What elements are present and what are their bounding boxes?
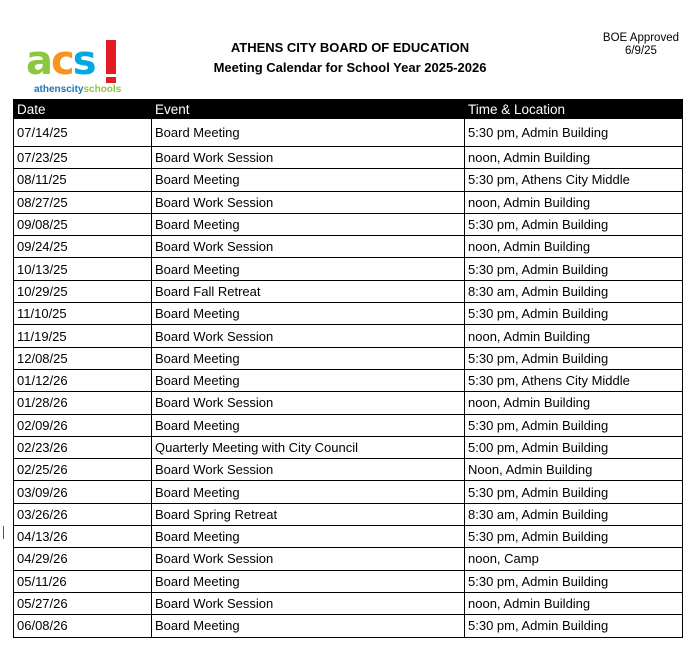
approval-label: BOE Approved [602, 32, 679, 44]
table-row [14, 615, 683, 637]
table-row [14, 325, 683, 347]
approval-date: 6/9/25 [624, 45, 657, 57]
table-row [14, 169, 683, 191]
table-row [14, 592, 683, 614]
cell-time-location: 5:30 pm, Admin Building [465, 258, 683, 280]
cell-event: Board Meeting [152, 570, 465, 592]
cell-event: Board Meeting [152, 414, 465, 436]
table-row [14, 503, 683, 525]
cell-date: 04/29/26 [14, 548, 152, 570]
cell-time-location: 5:30 pm, Admin Building [465, 615, 683, 637]
cell-event: Board Work Session [152, 147, 465, 169]
meeting-calendar-table [13, 99, 683, 638]
table-row [14, 147, 683, 169]
cell-date: 02/09/26 [14, 414, 152, 436]
cell-event: Board Meeting [152, 258, 465, 280]
cell-date: 09/24/25 [14, 236, 152, 258]
logo-letter-a: a [26, 38, 51, 84]
cell-date: 03/09/26 [14, 481, 152, 503]
title-line-1: ATHENS CITY BOARD OF EDUCATION [230, 40, 470, 55]
cell-event: Board Meeting [152, 369, 465, 391]
page-title [190, 38, 510, 78]
cell-event: Board Work Session [152, 392, 465, 414]
table-row [14, 258, 683, 280]
cell-event: Board Work Session [152, 325, 465, 347]
cell-time-location: 8:30 am, Admin Building [465, 280, 683, 302]
column-header-event: Event [152, 100, 465, 119]
table-row [14, 481, 683, 503]
cell-time-location: noon, Admin Building [465, 392, 683, 414]
cell-event: Board Work Session [152, 191, 465, 213]
cell-event: Board Meeting [152, 526, 465, 548]
column-header-date: Date [14, 100, 152, 119]
cell-event: Board Meeting [152, 119, 465, 147]
cell-event: Board Meeting [152, 169, 465, 191]
cell-event: Board Fall Retreat [152, 280, 465, 302]
logo-letters [26, 38, 95, 84]
table-row [14, 236, 683, 258]
cell-date: 01/28/26 [14, 392, 152, 414]
table-row [14, 436, 683, 458]
cell-time-location: 5:30 pm, Admin Building [465, 570, 683, 592]
cell-time-location: noon, Admin Building [465, 191, 683, 213]
logo-letter-s: s [72, 38, 95, 84]
table-row [14, 303, 683, 325]
cell-date: 02/25/26 [14, 459, 152, 481]
cell-time-location: 5:00 pm, Admin Building [465, 436, 683, 458]
cell-event: Board Work Session [152, 548, 465, 570]
cell-date: 05/11/26 [14, 570, 152, 592]
cell-time-location: 5:30 pm, Admin Building [465, 119, 683, 147]
cell-time-location: 5:30 pm, Admin Building [465, 347, 683, 369]
cell-time-location: 8:30 am, Admin Building [465, 503, 683, 525]
table-row [14, 213, 683, 235]
cell-date: 08/27/25 [14, 191, 152, 213]
cell-time-location: 5:30 pm, Admin Building [465, 414, 683, 436]
table-row [14, 347, 683, 369]
cell-event: Board Meeting [152, 213, 465, 235]
cell-date: 11/10/25 [14, 303, 152, 325]
logo-exclamation-dot-icon [106, 77, 116, 83]
logo-tagline-part2: schools [83, 84, 122, 95]
table-row [14, 526, 683, 548]
cell-date: 04/13/26 [14, 526, 152, 548]
cell-date: 07/14/25 [14, 119, 152, 147]
cell-time-location: noon, Admin Building [465, 147, 683, 169]
cell-event: Board Work Session [152, 459, 465, 481]
table-row [14, 414, 683, 436]
cell-time-location: 5:30 pm, Admin Building [465, 481, 683, 503]
cell-event: Board Meeting [152, 481, 465, 503]
cell-date: 11/19/25 [14, 325, 152, 347]
cell-event: Board Meeting [152, 347, 465, 369]
approval-note [603, 32, 679, 58]
cell-time-location: Noon, Admin Building [465, 459, 683, 481]
logo-tagline [34, 84, 121, 95]
cell-date: 10/13/25 [14, 258, 152, 280]
cell-date: 09/08/25 [14, 213, 152, 235]
column-header-time-location: Time & Location [465, 100, 683, 119]
cell-event: Board Spring Retreat [152, 503, 465, 525]
table-row [14, 191, 683, 213]
cell-date: 08/11/25 [14, 169, 152, 191]
title-line-2: Meeting Calendar for School Year 2025-2026 [213, 60, 487, 75]
cell-date: 02/23/26 [14, 436, 152, 458]
table-header-row [14, 100, 683, 119]
cell-date: 05/27/26 [14, 592, 152, 614]
table-row [14, 548, 683, 570]
cell-event: Board Meeting [152, 303, 465, 325]
cell-time-location: 5:30 pm, Admin Building [465, 303, 683, 325]
cell-time-location: 5:30 pm, Admin Building [465, 526, 683, 548]
cell-event: Board Work Session [152, 236, 465, 258]
table-row [14, 392, 683, 414]
cell-event: Quarterly Meeting with City Council [152, 436, 465, 458]
cell-time-location: noon, Admin Building [465, 592, 683, 614]
cell-event: Board Meeting [152, 615, 465, 637]
cell-time-location: 5:30 pm, Admin Building [465, 213, 683, 235]
table-row [14, 459, 683, 481]
cell-date: 07/23/25 [14, 147, 152, 169]
table-row [14, 369, 683, 391]
table-row [14, 570, 683, 592]
cell-date: 03/26/26 [14, 503, 152, 525]
text-cursor [3, 526, 4, 539]
logo-exclamation-icon [106, 40, 116, 74]
logo-tagline-part1: athenscity [34, 84, 84, 95]
cell-date: 06/08/26 [14, 615, 152, 637]
cell-time-location: 5:30 pm, Athens City Middle [465, 169, 683, 191]
cell-date: 12/08/25 [14, 347, 152, 369]
table-row [14, 119, 683, 147]
logo-letter-c: c [51, 38, 73, 84]
cell-time-location: noon, Admin Building [465, 325, 683, 347]
cell-time-location: noon, Admin Building [465, 236, 683, 258]
cell-time-location: 5:30 pm, Athens City Middle [465, 369, 683, 391]
cell-date: 01/12/26 [14, 369, 152, 391]
cell-date: 10/29/25 [14, 280, 152, 302]
cell-time-location: noon, Camp [465, 548, 683, 570]
table-row [14, 280, 683, 302]
school-logo [26, 38, 122, 98]
cell-event: Board Work Session [152, 592, 465, 614]
